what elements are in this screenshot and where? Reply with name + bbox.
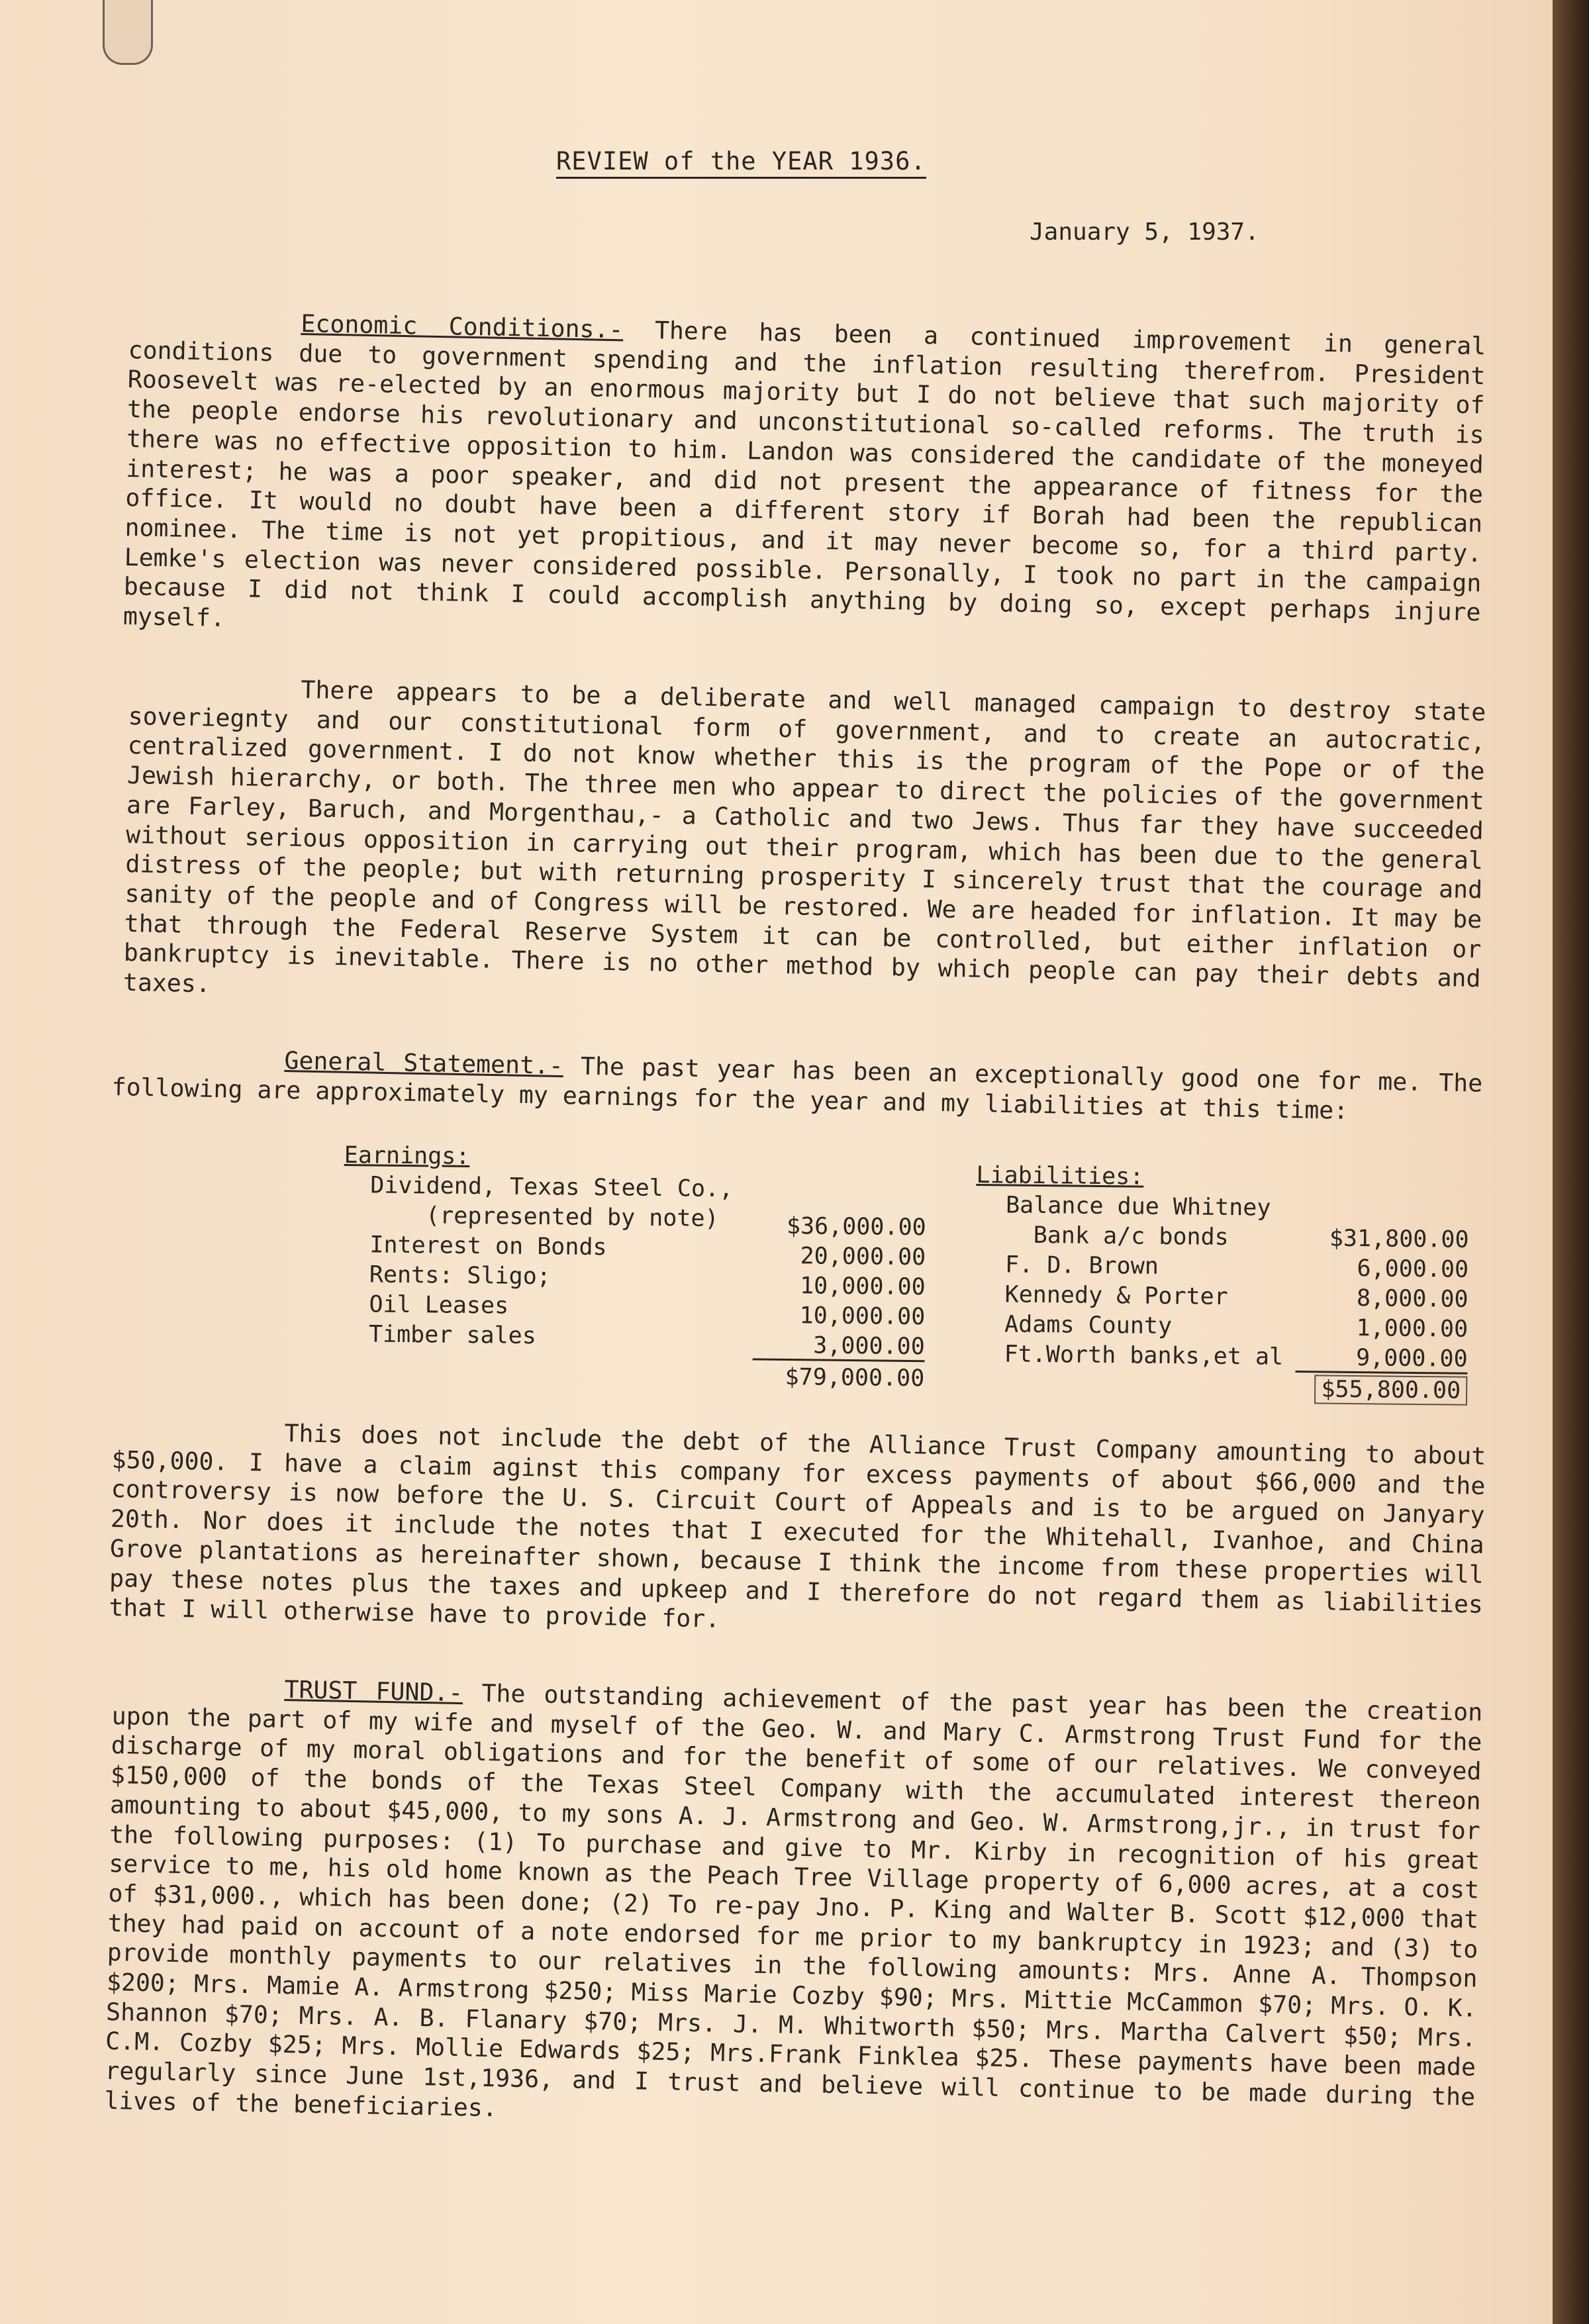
liabilities-row-label: Ft.Worth banks,et al (1004, 1341, 1284, 1371)
liabilities-row-label: Kennedy & Porter (1004, 1281, 1228, 1310)
liabilities-row-label: Adams County (1004, 1311, 1173, 1340)
trust-fund-paragraph (104, 1672, 1482, 2142)
document-title: REVIEW of the YEAR 1936. (556, 147, 926, 179)
economic-conditions-paragraph (123, 306, 1486, 657)
earnings-row-label: Interest on Bonds (369, 1232, 607, 1261)
economic-conditions-heading: Economic Conditions.- (301, 309, 624, 344)
liabilities-row-amount: $31,800.00 (1329, 1225, 1469, 1253)
liabilities-row-amount: 6,000.00 (1357, 1255, 1469, 1283)
earnings-row-label: Dividend, Texas Steel Co., (370, 1172, 734, 1203)
campaign-paragraph: There appears to be a deliberate and well managed campaign to destroy state soveriegnty and our constitutional form of government, and to create an autocratic, centralized government. I do not know whether this is the program of the Pope or of the Jewish hierarchy, or both. The three men who appear to direct the policies of the government are Farley, Baruch, and Morgenthau,- a Catholic and two Jews. Thus far they have succeeded without serious opposition in carrying out their program, which has been due to the general distress of the people; but with returning prosperity I sincerely trust that the courage and sanity of the people and of Congress will be restored. We are headed for inflation. It may be that through the Federal Reserve System it can be controlled, but either inflation or bankruptcy is inevitable. There is no other method by which people can pay their debts and taxes. (122, 675, 1486, 998)
earnings-row-label: Rents: Sligo; (369, 1261, 552, 1290)
document-date: January 5, 1937. (1030, 218, 1259, 246)
earnings-row-label: Oil Leases (369, 1291, 509, 1320)
liabilities-total: $55,800.00 (1314, 1375, 1467, 1405)
alliance-trust-paragraph: This does not include the debt of the Alliance Trust Company amounting to about $50,000. I have a claim aginst this company for excess payments of about $66,000 and the controversy is now before the U. S. Circuit Court of Appeals and is to be argued on Janyary 20th. Nor does it include the notes that I executed for the Whitehall, Ivanhoe, and China Grove plantations as hereinafter shown, because I think the income from these properties will pay these notes plus the taxes and upkeep and I therefore do not regard them as liabilities that I will otherwise have to provide for. (109, 1418, 1486, 1633)
earnings-row-label: Timber sales (368, 1321, 537, 1350)
trust-fund-heading: TRUST FUND.- (284, 1674, 463, 1708)
earnings-row-amount: 10,000.00 (799, 1302, 926, 1331)
earnings-row-amount: 10,000.00 (799, 1273, 926, 1301)
earnings-row-amount: 20,000.00 (800, 1243, 926, 1271)
earnings-total: $79,000.00 (785, 1363, 925, 1392)
trust-fund-text: The outstanding achievement of the past year has been the creation upon the part of my wife and myself of the Geo. W. and Mary C. Armstrong Trust Fund for the discharge of my moral obligations and for the benefit of some of our relatives. We conveyed $150,000 of the bonds of the Texas Steel Company with the accumulated interest thereon amounting to about $45,000, to my sons A. J. Armstrong and Geo. W. Armstrong,jr., in trust for the following purposes: (1) To purchase and give to Mr. Kirby in recognition of his great service to me, his old home known as the Peach Tree Village property of 6,000 acres, at a cost of $31,000., which has been done; (2) To re-pay Jno. P. King and Walter B. Scott $12,000 that they had paid on account of a note endorsed for me prior to my bankruptcy in 1923; and (3) to provide monthly payments to our relatives in the following amounts: Mrs. Anne A. Thompson $200; Mrs. Mamie A. Armstrong $250; Miss Marie Cozby $90; Mrs. Mittie McCammon $70; Mrs. O. K. Shannon $70; Mrs. A. B. Flanary $70; Mrs. J. M. Whitworth $50; Mrs. Martha Calvert $50; Mrs. C.M. Cozby $25; Mrs. Mollie Edwards $25; Mrs.Frank Finklea $25. These payments have been made regularly since June 1st,1936, and I trust and believe will continue to be made during the lives of the beneficiaries. (104, 1678, 1483, 2123)
liabilities-heading: Liabilities: (976, 1161, 1144, 1190)
earnings-row-label: (represented by note) (369, 1202, 719, 1232)
liabilities-row-amount: 1,000.00 (1356, 1315, 1469, 1343)
economic-conditions-text: There has been a continued improvement in general conditions due to government spending and the inflation resulting therefrom. President Roosevelt was re-elected by an enormous majority but I do not believe that such majority of the people endorse his revolutionary and unconstitutional so-called reforms. The truth is there was no effective opposition to him. Landon was considered the candidate of the moneyed interest; he was a poor speaker, and did not present the appearance of fitness for the office. It would no doubt have been a different story if Borah had been the republican nominee. The time is not yet propitious, and it may never become so, for a third party. Lemke's election was never considered possible. Personally, I took no part in the campaign because I did not think I could accomplish anything by doing so, except perhaps injure myself. (122, 315, 1486, 632)
liabilities-row-amount: 8,000.00 (1356, 1285, 1469, 1313)
paper-clip-tab (103, 0, 153, 65)
earnings-heading: Earnings: (344, 1142, 470, 1170)
general-statement-heading: General Statement.- (284, 1045, 564, 1081)
liabilities-row-amount: 9,000.00 (1295, 1344, 1467, 1375)
liabilities-row-label: Bank a/c bonds (1005, 1222, 1229, 1251)
general-statement-paragraph (111, 1043, 1482, 1128)
liabilities-row-label: Balance due Whitney (1005, 1192, 1271, 1222)
liabilities-row-label: F. D. Brown (1004, 1251, 1159, 1280)
page-edge-shadow (1553, 0, 1589, 2324)
financial-summary (342, 1142, 1536, 1426)
general-statement-text: The past year has been an exceptionally good one for me. The following are approximately my earnings for the year and my liabilities at this time: (111, 1051, 1483, 1125)
earnings-row-amount: 3,000.00 (753, 1331, 925, 1362)
earnings-row-amount: $36,000.00 (786, 1213, 926, 1241)
